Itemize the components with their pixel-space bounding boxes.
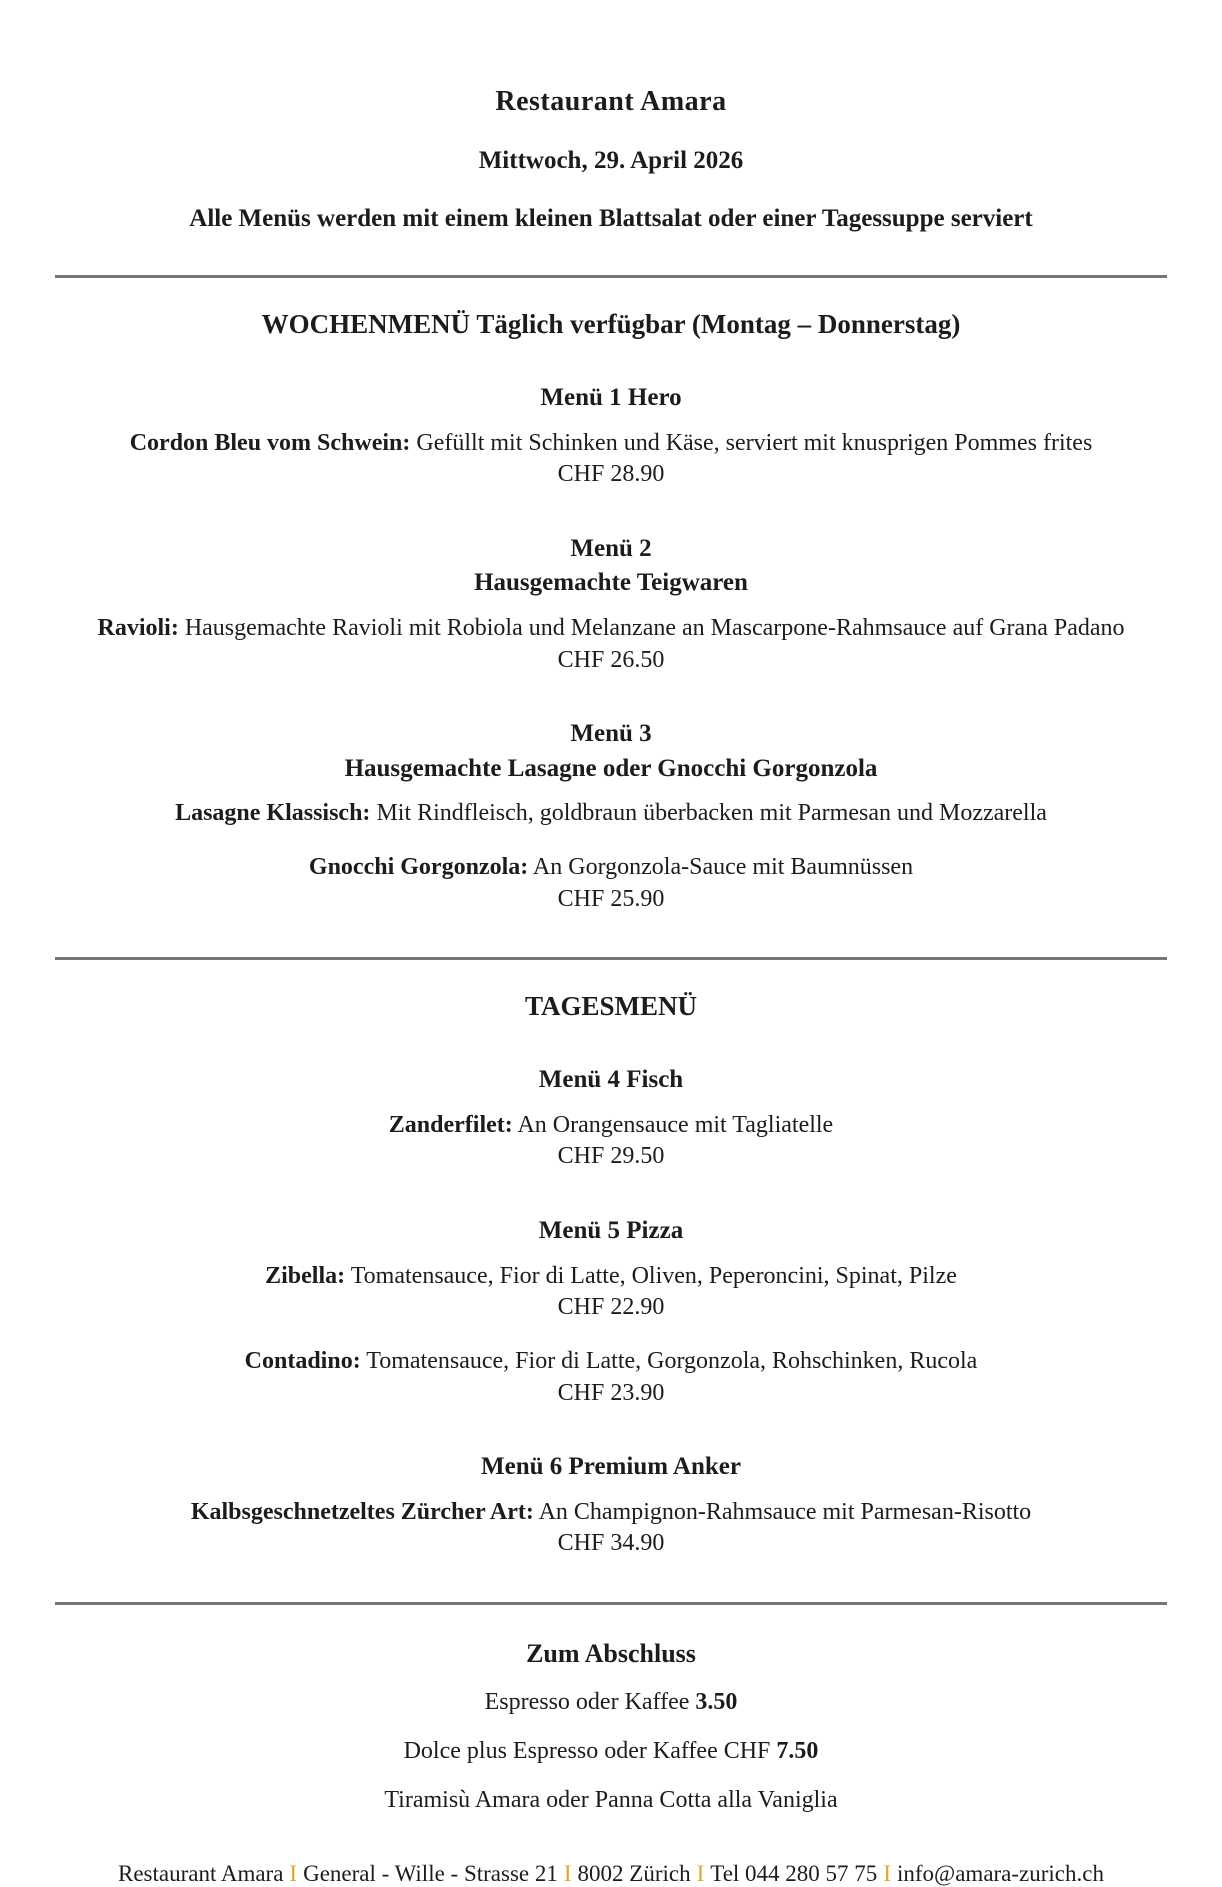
menu-item-description: Hausgemachte Ravioli mit Robiola und Melanzane an Mascarpone-Rahmsauce auf Grana Padano <box>178 614 1125 641</box>
menu-item-name: Gnocchi Gorgonzola: <box>308 853 529 880</box>
closing-line <box>55 1785 1167 1816</box>
menu-item <box>55 613 1167 676</box>
menu-item-price: CHF 34.90 <box>557 1530 665 1557</box>
closing-line-text: Espresso oder Kaffee <box>484 1689 696 1716</box>
menu-date: Mittwoch, 29. April 2026 <box>478 147 744 174</box>
footer-part: info@amara-zurich.ch <box>896 1860 1104 1886</box>
menu-item <box>55 1346 1167 1409</box>
menu-item-description: An Gorgonzola-Sauce mit Baumnüssen <box>528 853 914 880</box>
menu-item <box>55 798 1167 830</box>
menu-block-tagesmenu-1 <box>55 1064 1167 1173</box>
menu-item-description: An Champignon-Rahmsauce mit Parmesan-Risotto <box>533 1498 1032 1525</box>
menu-item-name: Ravioli: <box>97 614 179 641</box>
section-heading-tagesmenu: TAGESMENÜ <box>524 991 698 1022</box>
menu-item-price: CHF 29.50 <box>557 1143 665 1170</box>
closing-lines <box>55 1687 1167 1817</box>
menu-title: Menü 1 Hero <box>540 384 682 411</box>
menu-title: Menü 5 Pizza <box>538 1217 684 1245</box>
menu-item <box>55 1110 1167 1173</box>
menu-item-name: Cordon Bleu vom Schwein: <box>129 429 411 456</box>
footer-separator: I <box>563 1860 572 1886</box>
footer-separator: I <box>289 1860 298 1886</box>
menu-item-description: Tomatensauce, Fior di Latte, Gorgonzola, Rohschinken, Rucola <box>360 1347 978 1374</box>
menu-item <box>55 852 1167 915</box>
menu-item-name: Zibella: <box>265 1262 346 1289</box>
footer-separator: I <box>883 1860 891 1886</box>
page-title: Restaurant Amara <box>495 86 727 117</box>
closing-heading: Zum Abschluss <box>526 1639 696 1669</box>
closing-line <box>55 1687 1167 1718</box>
closing-line-price: 7.50 <box>776 1738 819 1765</box>
menu-item-description: Mit Rindfleisch, goldbraun überbacken mit Parmesan und Mozzarella <box>370 800 1047 827</box>
divider-rule <box>55 957 1167 960</box>
section-heading-wochenmenu: WOCHENMENÜ Täglich verfügbar (Montag – Donnerstag) <box>261 309 961 339</box>
footer-part: 8002 Zürich <box>577 1860 691 1886</box>
footer-part: General - Wille - Strasse 21 <box>303 1860 558 1886</box>
footer-part: Tel 044 280 57 75 <box>710 1860 878 1886</box>
menu-title: Menü 4 Fisch <box>538 1066 684 1094</box>
divider-rule <box>55 1602 1167 1605</box>
closing-line-text: Dolce plus Espresso oder Kaffee CHF <box>403 1738 777 1765</box>
menu-subtitle: Hausgemachte Teigwaren <box>474 569 748 597</box>
menu-item-price: CHF 28.90 <box>557 461 665 488</box>
menu-item-name: Lasagne Klassisch: <box>175 800 371 827</box>
menu-item-name: Kalbsgeschnetzeltes Zürcher Art: <box>190 1498 534 1525</box>
menu-block-wochenmenu-1 <box>55 382 1167 491</box>
menu-item <box>55 1497 1167 1560</box>
menu-item <box>55 1261 1167 1324</box>
menu-subtitle: Hausgemachte Lasagne oder Gnocchi Gorgonzola <box>344 754 878 782</box>
footer-separator: I <box>696 1860 705 1886</box>
menu-block-wochenmenu-3 <box>55 718 1167 915</box>
divider-rule <box>55 275 1167 278</box>
closing-line <box>55 1736 1167 1767</box>
closing-line-text: Tiramisù Amara oder Panna Cotta alla Vaniglia <box>384 1787 838 1814</box>
menu-item-price: CHF 25.90 <box>557 885 665 912</box>
menu-block-tagesmenu-2 <box>55 1215 1167 1409</box>
menu-item-price: CHF 23.90 <box>557 1379 665 1406</box>
menu-title: Menü 2 <box>570 534 652 562</box>
menu-item-price: CHF 22.90 <box>557 1294 665 1321</box>
footer <box>55 1861 1167 1887</box>
closing-line-price: 3.50 <box>695 1689 738 1716</box>
menu-item-description: An Orangensauce mit Tagliatelle <box>512 1111 834 1138</box>
menu-item-price: CHF 26.50 <box>557 646 665 673</box>
menu-block-wochenmenu-2 <box>55 533 1167 676</box>
menu-title: Menü 6 Premium Anker <box>481 1453 741 1481</box>
menu-block-tagesmenu-3 <box>55 1451 1167 1560</box>
menu-item-name: Zanderfilet: <box>388 1111 513 1138</box>
menu-item <box>55 428 1167 491</box>
menu-sections <box>55 275 1167 1560</box>
menu-item-description: Tomatensauce, Fior di Latte, Oliven, Peperoncini, Spinat, Pilze <box>345 1262 957 1289</box>
menu-item-description: Gefüllt mit Schinken und Käse, serviert mit knusprigen Pommes frites <box>410 429 1093 456</box>
footer-part: Restaurant Amara <box>118 1860 284 1886</box>
menu-note: Alle Menüs werden mit einem kleinen Blattsalat oder einer Tagessuppe serviert <box>189 205 1033 232</box>
menu-item-name: Contadino: <box>244 1347 361 1374</box>
menu-title: Menü 3 <box>570 720 652 748</box>
